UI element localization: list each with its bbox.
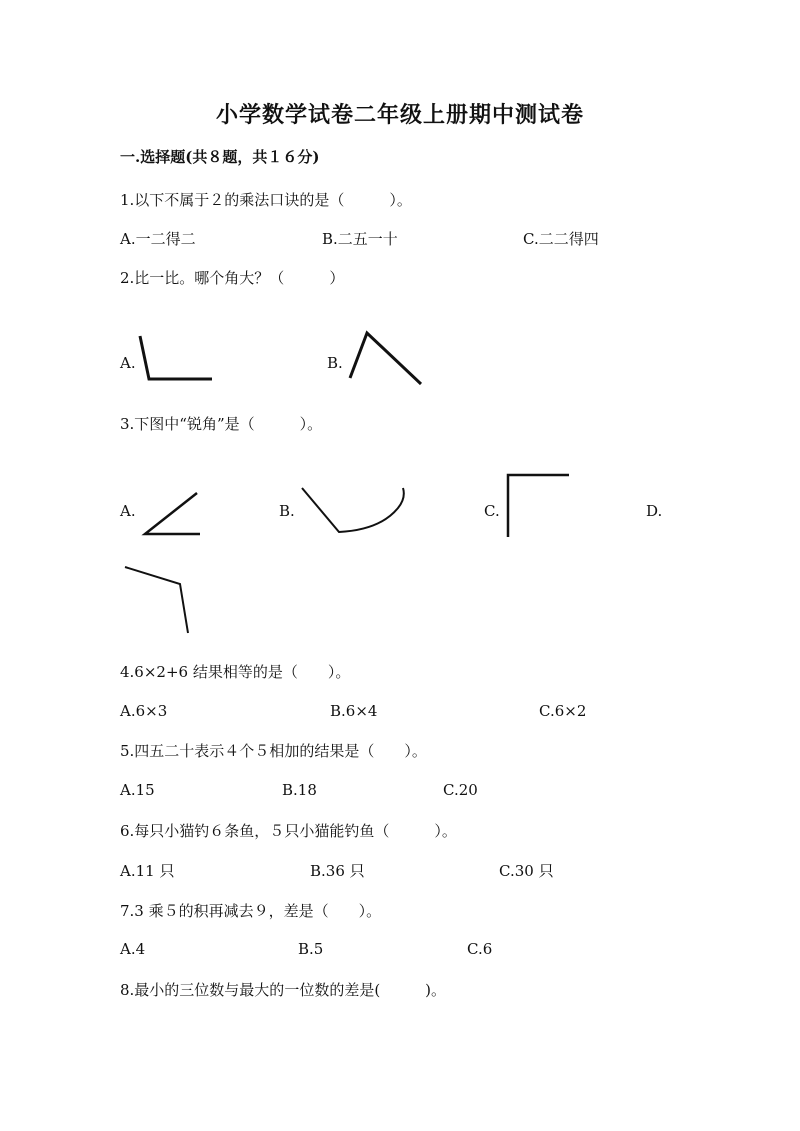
angle-3c-figure: [508, 475, 569, 537]
question-3-option-c-label: C.: [484, 502, 500, 520]
question-6-option-c: C.30 只: [499, 862, 554, 880]
question-4-option-b: B.6×4: [330, 702, 378, 720]
question-7-option-c: C.6: [467, 940, 493, 958]
question-1-stem: 1.以下不属于２的乘法口诀的是（ ）。: [120, 191, 412, 209]
angle-3d-figure: [125, 567, 188, 633]
question-2-stem: 2.比一比。哪个角大？（ ）: [120, 269, 345, 287]
question-4-stem: 4.6×2+6 结果相等的是（ ）。: [120, 663, 351, 681]
question-2-option-a-label: A.: [120, 354, 136, 372]
question-2-option-b-label: B.: [327, 354, 343, 372]
question-7-option-a: A.4: [120, 940, 146, 958]
question-5-option-c: C.20: [443, 781, 478, 799]
question-4-option-c: C.6×2: [539, 702, 587, 720]
question-5-stem: 5.四五二十表示４个５相加的结果是（ ）。: [120, 742, 427, 760]
question-1-option-c: C.二二得四: [523, 230, 599, 248]
question-6-stem: 6.每只小猫钓６条鱼，５只小猫能钓鱼（ ）。: [120, 822, 457, 840]
question-7-stem: 7.3 乘５的积再减去９，差是（ ）。: [120, 902, 382, 920]
question-1-option-b: B.二五一十: [322, 230, 398, 248]
question-3-option-b-label: B.: [279, 502, 295, 520]
question-1-option-a: A.一二得二: [120, 230, 196, 248]
question-6-option-b: B.36 只: [310, 862, 365, 880]
question-5-option-a: A.15: [120, 781, 155, 799]
question-5-option-b: B.18: [282, 781, 317, 799]
angle-3b-figure: [302, 488, 404, 532]
angle-3a-figure: [145, 493, 200, 534]
page-title: 小学数学试卷二年级上册期中测试卷: [215, 102, 584, 128]
section-heading: 一.选择题(共８题，共１６分): [120, 148, 320, 166]
question-6-option-a: A.11 只: [120, 862, 175, 880]
question-3-option-a-label: A.: [120, 502, 136, 520]
question-8-stem: 8.最小的三位数与最大的一位数的差是( )。: [120, 981, 447, 999]
question-7-option-b: B.5: [298, 940, 324, 958]
question-3-stem: 3.下图中“锐角”是（ ）。: [120, 415, 323, 433]
question-3-option-d-label: D.: [646, 502, 663, 520]
question-4-option-a: A.6×3: [120, 702, 168, 720]
